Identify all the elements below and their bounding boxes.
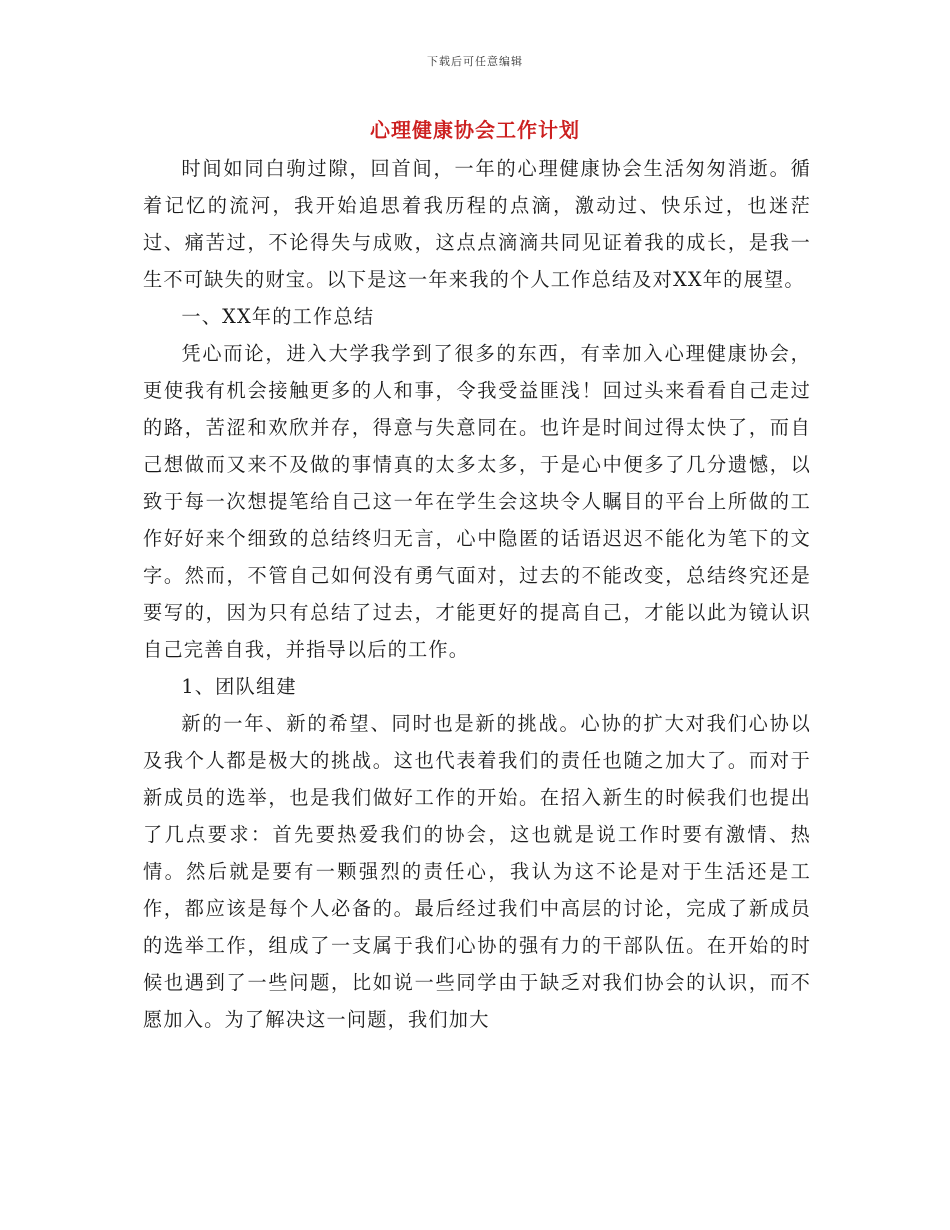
document-body xyxy=(143,150,811,1038)
document-title: 心理健康协会工作计划 xyxy=(370,118,580,142)
section-heading-summary: 一、XX年的工作总结 xyxy=(181,305,375,328)
header-note: 下载后可任意编辑 xyxy=(427,55,523,68)
subsection-heading-team: 1、团队组建 xyxy=(181,675,297,698)
paragraph-intro: 时间如同白驹过隙，回首间，一年的心理健康协会生活匆匆消逝。循着记忆的流河，我开始追思着我历程的点滴，激动过、快乐过，也迷茫过、痛苦过，不论得失与成败，这点点滴滴共同见证着我的成长，是我一生不可缺失的财宝。以下是这一年来我的个人工作总结及对XX年的展望。 xyxy=(143,157,811,291)
paragraph-team: 新的一年、新的希望、同时也是新的挑战。心协的扩大对我们心协以及我个人都是极大的挑战。这也代表着我们的责任也随之加大了。而对于新成员的选举，也是我们做好工作的开始。在招入新生的时候我们也提出了几点要求：首先要热爱我们的协会，这也就是说工作时要有激情、热情。然后就是要有一颗强烈的责任心，我认为这不论是对于生活还是工作，都应该是每个人必备的。最后经过我们中高层的讨论，完成了新成员的选举工作，组成了一支属于我们心协的强有力的干部队伍。在开始的时候也遇到了一些问题，比如说一些同学由于缺乏对我们协会的认识，而不愿加入。为了解决这一问题，我们加大 xyxy=(143,712,811,1031)
paragraph-summary: 凭心而论，进入大学我学到了很多的东西，有幸加入心理健康协会，更使我有机会接触更多的人和事，令我受益匪浅！回过头来看看自己走过的路，苦涩和欢欣并存，得意与失意同在。也许是时间过得太快了，而自己想做而又来不及做的事情真的太多太多，于是心中便多了几分遗憾，以致于每一次想提笔给自己这一年在学生会这块令人瞩目的平台上所做的工作好好来个细致的总结终归无言，心中隐匿的话语迟迟不能化为笔下的文字。然而，不管自己如何没有勇气面对，过去的不能改变，总结终究还是要写的，因为只有总结了过去，才能更好的提高自己，才能以此为镜认识自己完善自我，并指导以后的工作。 xyxy=(143,342,811,661)
